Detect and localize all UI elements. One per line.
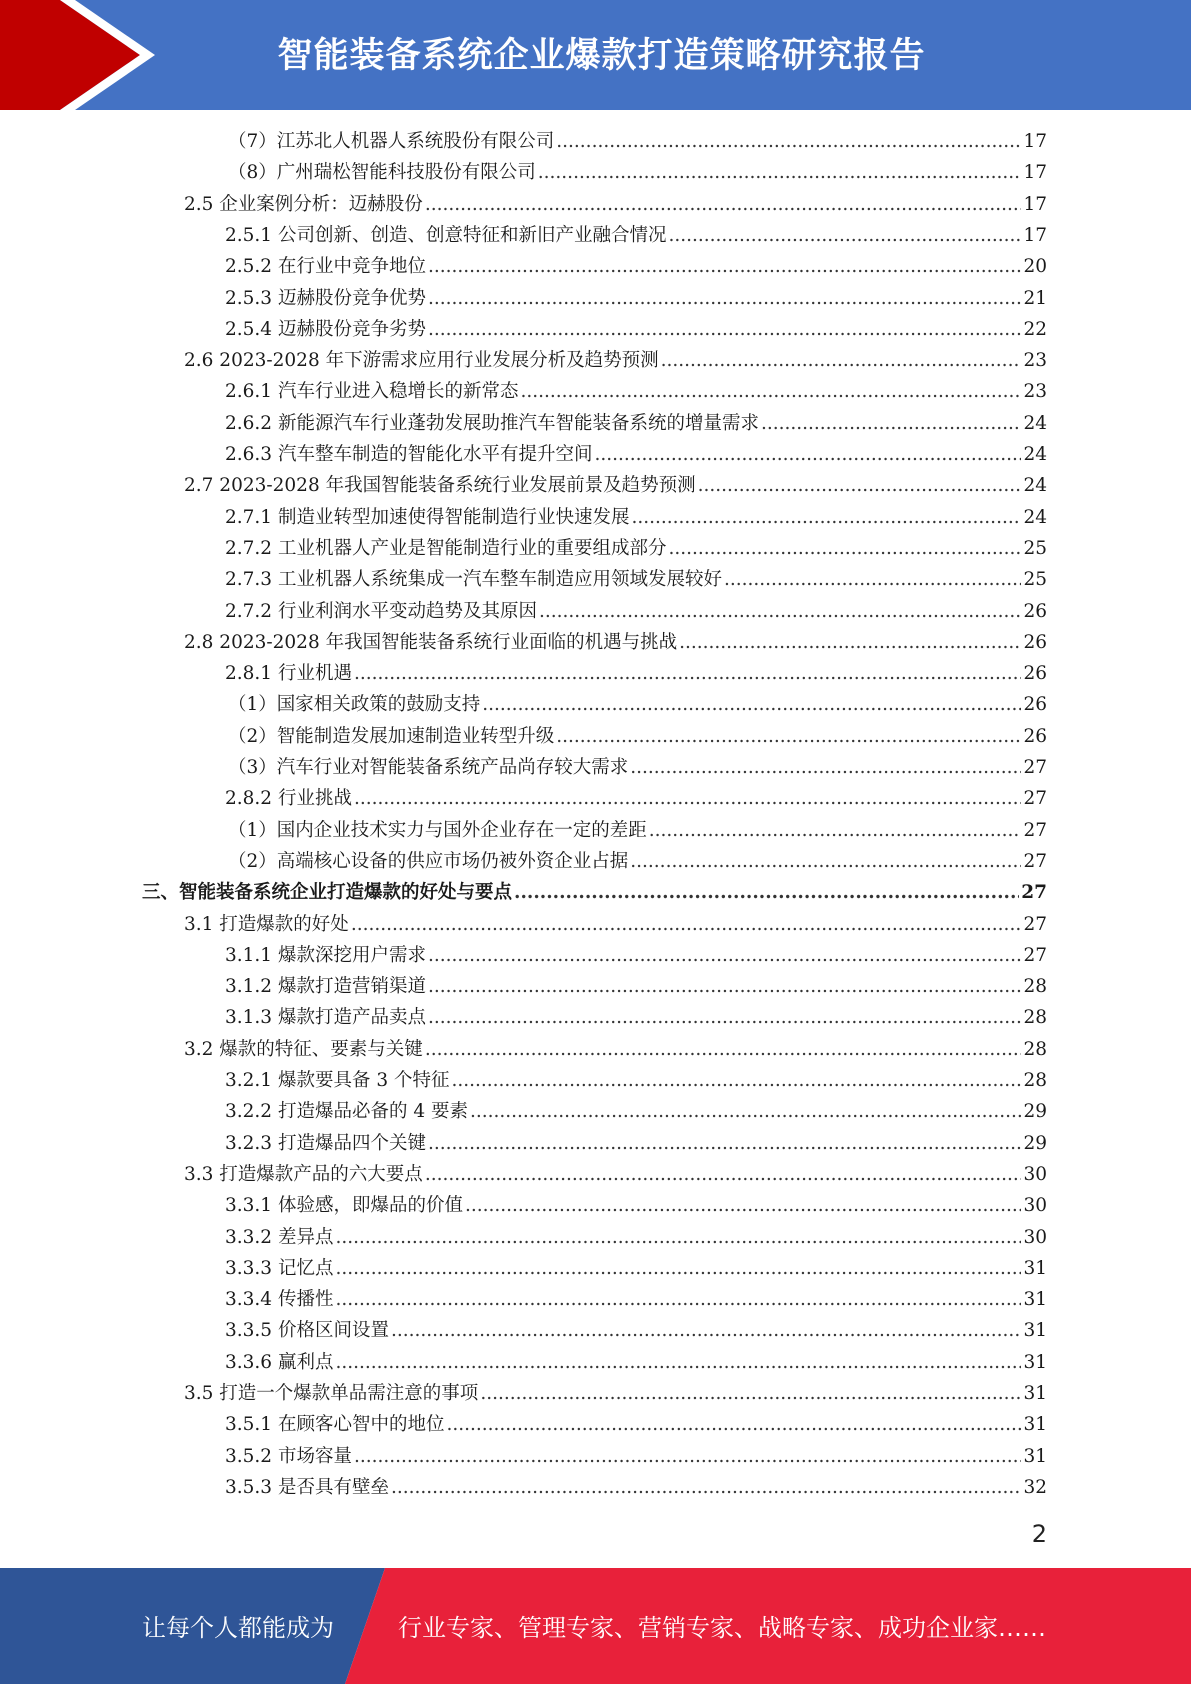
- toc-entry-title: 3.3.5 价格区间设置: [225, 1320, 389, 1342]
- footer-slogan-right: 行业专家、管理专家、营销专家、战略专家、成功企业家……: [398, 1614, 1046, 1642]
- toc-entry[interactable]: [142, 877, 1047, 908]
- toc-dot-leader: [354, 658, 1022, 689]
- toc-dot-leader: [761, 408, 1021, 439]
- toc-dot-leader: [428, 971, 1021, 1002]
- toc-entry[interactable]: [225, 1409, 1047, 1440]
- toc-entry-title: 2.6.3 汽车整车制造的智能化水平有提升空间: [225, 444, 593, 465]
- toc-entry[interactable]: [184, 470, 1047, 501]
- toc-entry-page: 30: [1023, 1226, 1047, 1248]
- toc-entry[interactable]: [225, 783, 1047, 814]
- toc-entry-page: 31: [1023, 1445, 1047, 1467]
- toc-dot-leader: [630, 752, 1021, 783]
- toc-entry-page: 28: [1023, 1007, 1047, 1029]
- toc-dot-leader: [668, 533, 1021, 564]
- toc-entry-title: 2.7.2 工业机器人产业是智能制造行业的重要组成部分: [225, 537, 667, 559]
- toc-entry-page: 31: [1023, 1257, 1047, 1279]
- toc-dot-leader: [354, 783, 1022, 814]
- toc-dot-leader: [335, 1253, 1021, 1284]
- page-number: 2: [1031, 1520, 1047, 1548]
- toc-dot-leader: [539, 596, 1021, 627]
- toc-entry-title: 2.5.3 迈赫股份竞争优势: [225, 287, 426, 309]
- toc-entry-page: 20: [1023, 256, 1047, 278]
- toc-dot-leader: [661, 345, 1022, 376]
- toc-entry[interactable]: [225, 658, 1047, 689]
- toc-entry[interactable]: [225, 533, 1047, 564]
- toc-dot-leader: [428, 251, 1021, 282]
- toc-entry-page: 27: [1023, 788, 1047, 810]
- toc-entry-title: 3.1.1 爆款深挖用户需求: [225, 944, 426, 966]
- toc-entry[interactable]: [225, 502, 1047, 533]
- toc-entry-title: 3.5.1 在顾客心智中的地位: [225, 1414, 445, 1436]
- toc-entry[interactable]: [225, 564, 1047, 595]
- toc-entry-title: （1）国家相关政策的鼓励支持: [228, 694, 481, 716]
- toc-entry-title: 2.5 企业案例分析：迈赫股份: [184, 193, 423, 215]
- toc-dot-leader: [425, 1034, 1022, 1065]
- toc-dot-leader: [556, 126, 1021, 157]
- toc-entry-page: 17: [1023, 162, 1047, 184]
- toc-entry-title: 2.8 2023-2028 年我国智能装备系统行业面临的机遇与挑战: [184, 631, 678, 653]
- toc-entry-page: 27: [1023, 944, 1047, 966]
- toc-dot-leader: [425, 1159, 1022, 1190]
- toc-dot-leader: [482, 689, 1021, 720]
- toc-entry-page: 27: [1023, 850, 1047, 872]
- toc-entry-title: 3.3.2 差异点: [225, 1226, 334, 1248]
- toc-dot-leader: [446, 1409, 1021, 1440]
- toc-dot-leader: [520, 376, 1021, 407]
- toc-entry-title: 3.3.1 体验感，即爆品的价值: [225, 1195, 463, 1217]
- toc-entry-title: （8）广州瑞松智能科技股份有限公司: [228, 162, 536, 184]
- toc-entry-page: 24: [1023, 412, 1047, 434]
- toc-entry[interactable]: [225, 1190, 1047, 1221]
- toc-entry[interactable]: [228, 157, 1047, 188]
- toc-entry[interactable]: [225, 940, 1047, 971]
- toc-entry-title: 三、智能装备系统企业打造爆款的好处与要点: [142, 882, 513, 904]
- toc-dot-leader: [428, 1128, 1021, 1159]
- toc-dot-leader: [428, 283, 1021, 314]
- toc-entry[interactable]: [225, 376, 1047, 407]
- toc-entry-title: 2.7 2023-2028 年我国智能装备系统行业发展前景及趋势预测: [184, 475, 696, 497]
- toc-entry[interactable]: [225, 251, 1047, 282]
- toc-entry[interactable]: [184, 1159, 1047, 1190]
- toc-entry-title: 3.3.3 记忆点: [225, 1257, 334, 1279]
- toc-entry[interactable]: [225, 1065, 1047, 1096]
- toc-entry[interactable]: [225, 439, 1047, 470]
- toc-entry-page: 31: [1023, 1414, 1047, 1436]
- toc-entry[interactable]: [225, 1315, 1047, 1346]
- toc-entry-page: 27: [1023, 819, 1047, 841]
- toc-entry-page: 31: [1023, 1320, 1047, 1342]
- toc-entry-title: 3.2.1 爆款要具备 3 个特征: [225, 1070, 450, 1091]
- toc-dot-leader: [335, 1347, 1021, 1378]
- toc-dot-leader: [351, 909, 1022, 940]
- toc-dot-leader: [480, 1378, 1021, 1409]
- toc-entry[interactable]: [228, 126, 1047, 157]
- toc-entry-page: 31: [1023, 1351, 1047, 1373]
- toc-entry-page: 31: [1023, 1383, 1047, 1404]
- toc-entry-title: 3.1.2 爆款打造营销渠道: [225, 976, 426, 998]
- toc-entry[interactable]: [225, 971, 1047, 1002]
- toc-entry-title: 3.3 打造爆款产品的六大要点: [184, 1163, 423, 1185]
- toc-entry[interactable]: [225, 1253, 1047, 1284]
- toc-entry[interactable]: [225, 596, 1047, 627]
- toc-entry[interactable]: [228, 846, 1047, 877]
- toc-dot-leader: [556, 721, 1021, 752]
- toc-dot-leader: [465, 1190, 1021, 1221]
- toc-entry-title: 2.5.2 在行业中竞争地位: [225, 256, 426, 278]
- toc-entry-page: 24: [1023, 444, 1047, 465]
- toc-entry-page: 17: [1023, 131, 1047, 152]
- toc-entry-title: 3.5 打造一个爆款单品需注意的事项: [184, 1383, 479, 1404]
- toc-entry-title: 3.3.4 传播性: [225, 1289, 334, 1311]
- toc-entry-page: 25: [1023, 537, 1047, 559]
- toc-entry-page: 26: [1023, 694, 1047, 716]
- toc-entry-page: 26: [1023, 600, 1047, 622]
- toc-dot-leader: [470, 1096, 1021, 1127]
- toc-dot-leader: [391, 1315, 1021, 1346]
- report-title: 智能装备系统企业爆款打造策略研究报告: [277, 36, 926, 76]
- toc-entry[interactable]: [225, 1096, 1047, 1127]
- toc-dot-leader: [514, 877, 1019, 908]
- toc-entry-title: （7）江苏北人机器人系统股份有限公司: [228, 131, 555, 152]
- toc-entry-page: 23: [1023, 381, 1047, 403]
- toc-entry-page: 28: [1023, 1038, 1047, 1060]
- toc-entry-page: 25: [1023, 569, 1047, 591]
- footer-banner: [0, 1568, 1191, 1684]
- toc-dot-leader: [594, 439, 1021, 470]
- toc-entry-title: 2.7.1 制造业转型加速使得智能制造行业快速发展: [225, 506, 630, 528]
- toc-entry-title: 2.6.2 新能源汽车行业蓬勃发展助推汽车智能装备系统的增量需求: [225, 412, 759, 434]
- toc-entry[interactable]: [225, 1222, 1047, 1253]
- toc-entry[interactable]: [225, 220, 1047, 251]
- toc-dot-leader: [698, 470, 1022, 501]
- toc-entry-page: 27: [1023, 757, 1047, 778]
- toc-entry-title: 3.5.2 市场容量: [225, 1445, 352, 1467]
- toc-entry[interactable]: [184, 1378, 1047, 1409]
- toc-entry-title: （2）高端核心设备的供应市场仍被外资企业占据: [228, 850, 629, 872]
- toc-entry-page: 24: [1023, 506, 1047, 528]
- toc-entry-page: 28: [1023, 1070, 1047, 1091]
- toc-entry-page: 29: [1023, 1101, 1047, 1123]
- toc-dot-leader: [452, 1065, 1022, 1096]
- toc-entry-title: （3）汽车行业对智能装备系统产品尚存较大需求: [228, 757, 629, 778]
- toc-entry[interactable]: [228, 689, 1047, 720]
- toc-entry-page: 26: [1023, 631, 1047, 653]
- toc-dot-leader: [428, 940, 1021, 971]
- toc-entry-title: （1）国内企业技术实力与国外企业存在一定的差距: [228, 819, 647, 841]
- toc-entry-page: 23: [1023, 350, 1047, 372]
- toc-entry-title: （2）智能制造发展加速制造业转型升级: [228, 725, 555, 747]
- toc-entry[interactable]: [228, 752, 1047, 783]
- toc-entry-page: 26: [1023, 725, 1047, 747]
- toc-entry[interactable]: [184, 1034, 1047, 1065]
- toc-entry-title: 2.5.1 公司创新、创造、创意特征和新旧产业融合情况: [225, 224, 667, 246]
- toc-entry[interactable]: [228, 721, 1047, 752]
- toc-dot-leader: [679, 627, 1021, 658]
- toc-entry-page: 17: [1023, 224, 1047, 246]
- toc-entry-title: 2.7.3 工业机器人系统集成一汽车整车制造应用领域发展较好: [225, 569, 722, 591]
- toc-entry[interactable]: [184, 345, 1047, 376]
- toc-entry-title: 2.7.2 行业利润水平变动趋势及其原因: [225, 600, 537, 622]
- footer-slogan-left: 让每个人都能成为: [142, 1614, 334, 1642]
- toc-dot-leader: [724, 564, 1021, 595]
- toc-dot-leader: [425, 189, 1022, 220]
- toc-dot-leader: [335, 1222, 1021, 1253]
- toc-entry[interactable]: [225, 314, 1047, 345]
- toc-entry-page: 27: [1023, 913, 1047, 935]
- toc-dot-leader: [668, 220, 1021, 251]
- toc-entry[interactable]: [225, 1284, 1047, 1315]
- toc-entry-title: 2.6.1 汽车行业进入稳增长的新常态: [225, 381, 519, 403]
- toc-entry-title: 3.1 打造爆款的好处: [184, 913, 349, 935]
- toc-entry-title: 3.2.2 打造爆品必备的 4 要素: [225, 1101, 468, 1123]
- toc-entry-page: 32: [1023, 1476, 1047, 1498]
- toc-dot-leader: [354, 1441, 1022, 1472]
- toc-entry-page: 17: [1023, 193, 1047, 215]
- toc-dot-leader: [649, 815, 1022, 846]
- toc-dot-leader: [391, 1472, 1021, 1503]
- toc-entry-page: 31: [1023, 1289, 1047, 1311]
- toc-entry[interactable]: [184, 627, 1047, 658]
- toc-entry-title: 2.8.1 行业机遇: [225, 663, 352, 685]
- toc-entry-title: 3.2 爆款的特征、要素与关键: [184, 1038, 423, 1060]
- toc-entry[interactable]: [225, 1128, 1047, 1159]
- toc-entry-page: 22: [1023, 318, 1047, 340]
- toc-entry[interactable]: [228, 815, 1047, 846]
- toc-entry-title: 2.8.2 行业挑战: [225, 788, 352, 810]
- toc-entry-page: 26: [1023, 663, 1047, 685]
- toc-entry-title: 3.3.6 赢利点: [225, 1351, 334, 1373]
- toc-entry[interactable]: [225, 408, 1047, 439]
- toc-entry-title: 2.6 2023-2028 年下游需求应用行业发展分析及趋势预测: [184, 350, 659, 372]
- toc-entry-page: 29: [1023, 1132, 1047, 1154]
- toc-entry-page: 28: [1023, 976, 1047, 998]
- toc-entry-title: 3.2.3 打造爆品四个关键: [225, 1132, 426, 1154]
- toc-entry-page: 30: [1023, 1163, 1047, 1185]
- toc-dot-leader: [428, 314, 1021, 345]
- toc-dot-leader: [630, 846, 1021, 877]
- toc-entry[interactable]: [225, 1441, 1047, 1472]
- toc-entry[interactable]: [225, 283, 1047, 314]
- toc-entry-page: 24: [1023, 475, 1047, 497]
- toc-dot-leader: [335, 1284, 1021, 1315]
- toc-dot-leader: [538, 157, 1022, 188]
- toc-entry[interactable]: [225, 1002, 1047, 1033]
- toc-entry-title: 3.1.3 爆款打造产品卖点: [225, 1007, 426, 1029]
- report-header: [0, 0, 1191, 110]
- toc-dot-leader: [428, 1002, 1021, 1033]
- toc-dot-leader: [631, 502, 1021, 533]
- toc-entry-page: 30: [1023, 1195, 1047, 1217]
- toc-entry[interactable]: [225, 1347, 1047, 1378]
- toc-entry[interactable]: [225, 1472, 1047, 1503]
- toc-entry[interactable]: [184, 909, 1047, 940]
- toc-entry-page: 21: [1023, 287, 1047, 309]
- toc-entry[interactable]: [184, 189, 1047, 220]
- toc-entry-title: 3.5.3 是否具有壁垒: [225, 1476, 389, 1498]
- toc-entry-title: 2.5.4 迈赫股份竞争劣势: [225, 318, 426, 340]
- toc-entry-page: 27: [1021, 882, 1047, 904]
